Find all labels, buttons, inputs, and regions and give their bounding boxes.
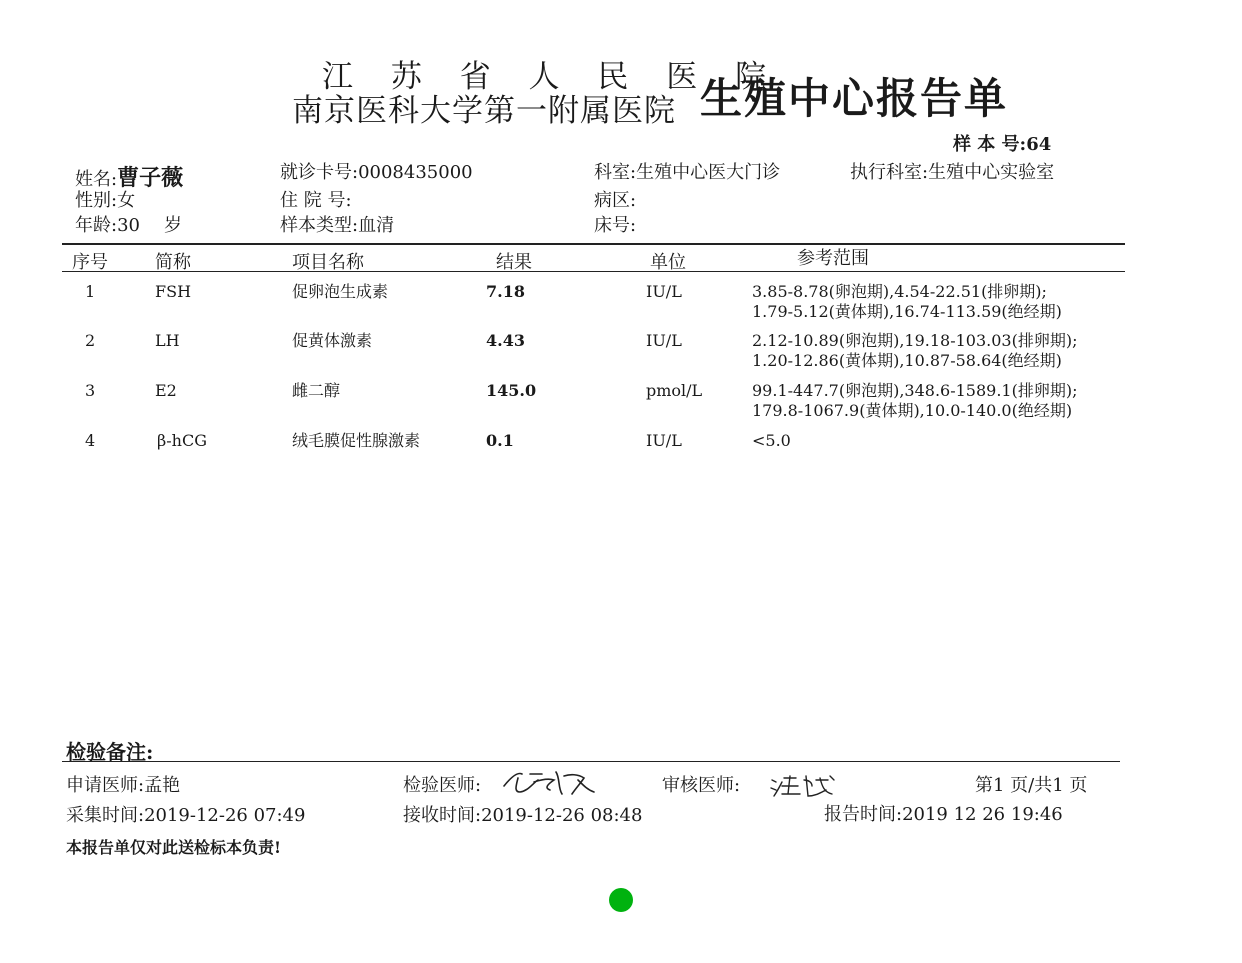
row-result: 4.43 xyxy=(486,331,525,350)
row-no: 2 xyxy=(85,331,96,350)
row-reference-line1: 3.85-8.78(卵泡期),4.54-22.51(排卵期); xyxy=(752,282,1047,301)
lab-doctor-signature xyxy=(498,766,600,800)
patient-age-unit: 岁 xyxy=(163,215,182,236)
exec-department xyxy=(850,164,1054,182)
row-result: 7.18 xyxy=(486,282,525,301)
page-info: 第1 页/共1 页 xyxy=(975,775,1088,796)
row-result: 145.0 xyxy=(486,381,537,400)
collect-time-value: 2019-12-26 07:49 xyxy=(144,805,306,826)
collect-time-label: 采集时间: xyxy=(66,805,145,826)
col-header-abbr: 简称 xyxy=(155,252,191,273)
row-name: 促卵泡生成素 xyxy=(292,282,389,301)
row-no: 4 xyxy=(85,431,96,450)
row-abbr: E2 xyxy=(155,381,177,400)
specimen-type-label: 样本类型: xyxy=(280,215,359,236)
bed-number-label: 床号: xyxy=(594,215,637,236)
row-reference-line2: 1.20-12.86(黄体期),10.87-58.64(绝经期) xyxy=(752,351,1062,370)
row-unit: IU/L xyxy=(646,282,682,301)
review-doctor-label: 审核医师: xyxy=(662,775,741,796)
collect-time xyxy=(66,807,305,825)
row-no: 3 xyxy=(85,381,96,400)
hospital-name-line1: 江 苏 省 人 民 医 院 xyxy=(322,59,781,95)
report-time-label: 报告时间: xyxy=(824,804,903,825)
row-name: 绒毛膜促性腺激素 xyxy=(292,431,421,450)
row-reference-line1: 2.12-10.89(卵泡期),19.18-103.03(排卵期); xyxy=(752,331,1078,350)
col-header-reference: 参考范围 xyxy=(797,248,869,269)
col-header-result: 结果 xyxy=(496,252,532,273)
receive-time-label: 接收时间: xyxy=(403,805,482,826)
ward xyxy=(594,192,636,210)
row-unit: IU/L xyxy=(646,431,682,450)
row-reference xyxy=(752,431,791,451)
lab-doctor-label: 检验医师: xyxy=(403,775,482,796)
card-number-value: 0008435000 xyxy=(358,162,473,183)
specimen-type xyxy=(280,217,394,235)
row-reference xyxy=(752,381,1077,421)
row-no: 1 xyxy=(85,282,96,301)
bed-number xyxy=(594,217,636,235)
green-dot-marker xyxy=(609,888,633,912)
row-abbr: FSH xyxy=(155,282,192,301)
exec-department-value: 生殖中心实验室 xyxy=(928,162,1055,183)
department xyxy=(594,164,780,182)
department-label: 科室: xyxy=(594,162,637,183)
footer-rule xyxy=(62,761,1120,762)
exec-department-label: 执行科室: xyxy=(850,162,929,183)
card-number-label: 就诊卡号: xyxy=(280,162,359,183)
patient-name-value: 曹子薇 xyxy=(117,165,184,191)
row-name: 雌二醇 xyxy=(292,381,341,400)
col-header-unit: 单位 xyxy=(650,252,686,273)
row-unit: IU/L xyxy=(646,331,682,350)
table-top-rule xyxy=(62,243,1125,245)
requesting-doctor xyxy=(66,777,180,795)
patient-name-label: 姓名: xyxy=(75,169,118,190)
review-doctor-signature xyxy=(768,772,844,798)
receive-time-value: 2019-12-26 08:48 xyxy=(481,805,643,826)
col-header-no: 序号 xyxy=(72,252,108,273)
row-reference-line2: 1.79-5.12(黄体期),16.74-113.59(绝经期) xyxy=(752,302,1062,321)
hospital-name-line2: 南京医科大学第一附属医院 xyxy=(292,93,676,129)
patient-age xyxy=(75,217,182,235)
report-time-value: 2019 12 26 19:46 xyxy=(902,804,1063,825)
inpatient-number-label: 住 院 号: xyxy=(280,190,352,211)
requesting-doctor-label: 申请医师: xyxy=(66,775,145,796)
table-header-rule xyxy=(62,271,1125,272)
card-number xyxy=(280,164,473,182)
row-reference xyxy=(752,331,1077,371)
patient-age-label: 年龄: xyxy=(75,215,118,236)
ward-label: 病区: xyxy=(594,190,637,211)
row-unit: pmol/L xyxy=(646,381,703,400)
disclaimer: 本报告单仅对此送检标本负责! xyxy=(66,838,282,857)
row-abbr: β-hCG xyxy=(157,431,207,450)
row-result: 0.1 xyxy=(486,431,514,450)
specimen-type-value: 血清 xyxy=(358,215,395,236)
row-reference-line1: <5.0 xyxy=(752,431,791,450)
department-value: 生殖中心医大门诊 xyxy=(636,162,781,183)
requesting-doctor-value: 孟艳 xyxy=(144,775,181,796)
inpatient-number xyxy=(280,192,352,210)
sample-number-label: 样 本 号: xyxy=(953,134,1027,155)
patient-gender-value: 女 xyxy=(117,190,136,211)
report-title: 生殖中心报告单 xyxy=(700,74,1009,123)
row-reference xyxy=(752,282,1062,322)
row-name: 促黄体激素 xyxy=(292,331,373,350)
sample-number xyxy=(953,130,1051,156)
receive-time xyxy=(403,807,642,825)
report-time xyxy=(824,806,1063,824)
patient-gender-label: 性别: xyxy=(75,190,118,211)
patient-gender xyxy=(75,192,135,210)
row-reference-line2: 179.8-1067.9(黄体期),10.0-140.0(绝经期) xyxy=(752,401,1073,420)
row-abbr: LH xyxy=(155,331,180,350)
patient-age-value: 30 xyxy=(117,215,140,236)
row-reference-line1: 99.1-447.7(卵泡期),348.6-1589.1(排卵期); xyxy=(752,381,1078,400)
sample-number-value: 64 xyxy=(1026,134,1052,155)
col-header-name: 项目名称 xyxy=(292,252,364,273)
remarks-label: 检验备注: xyxy=(66,740,154,764)
patient-name xyxy=(75,167,183,189)
